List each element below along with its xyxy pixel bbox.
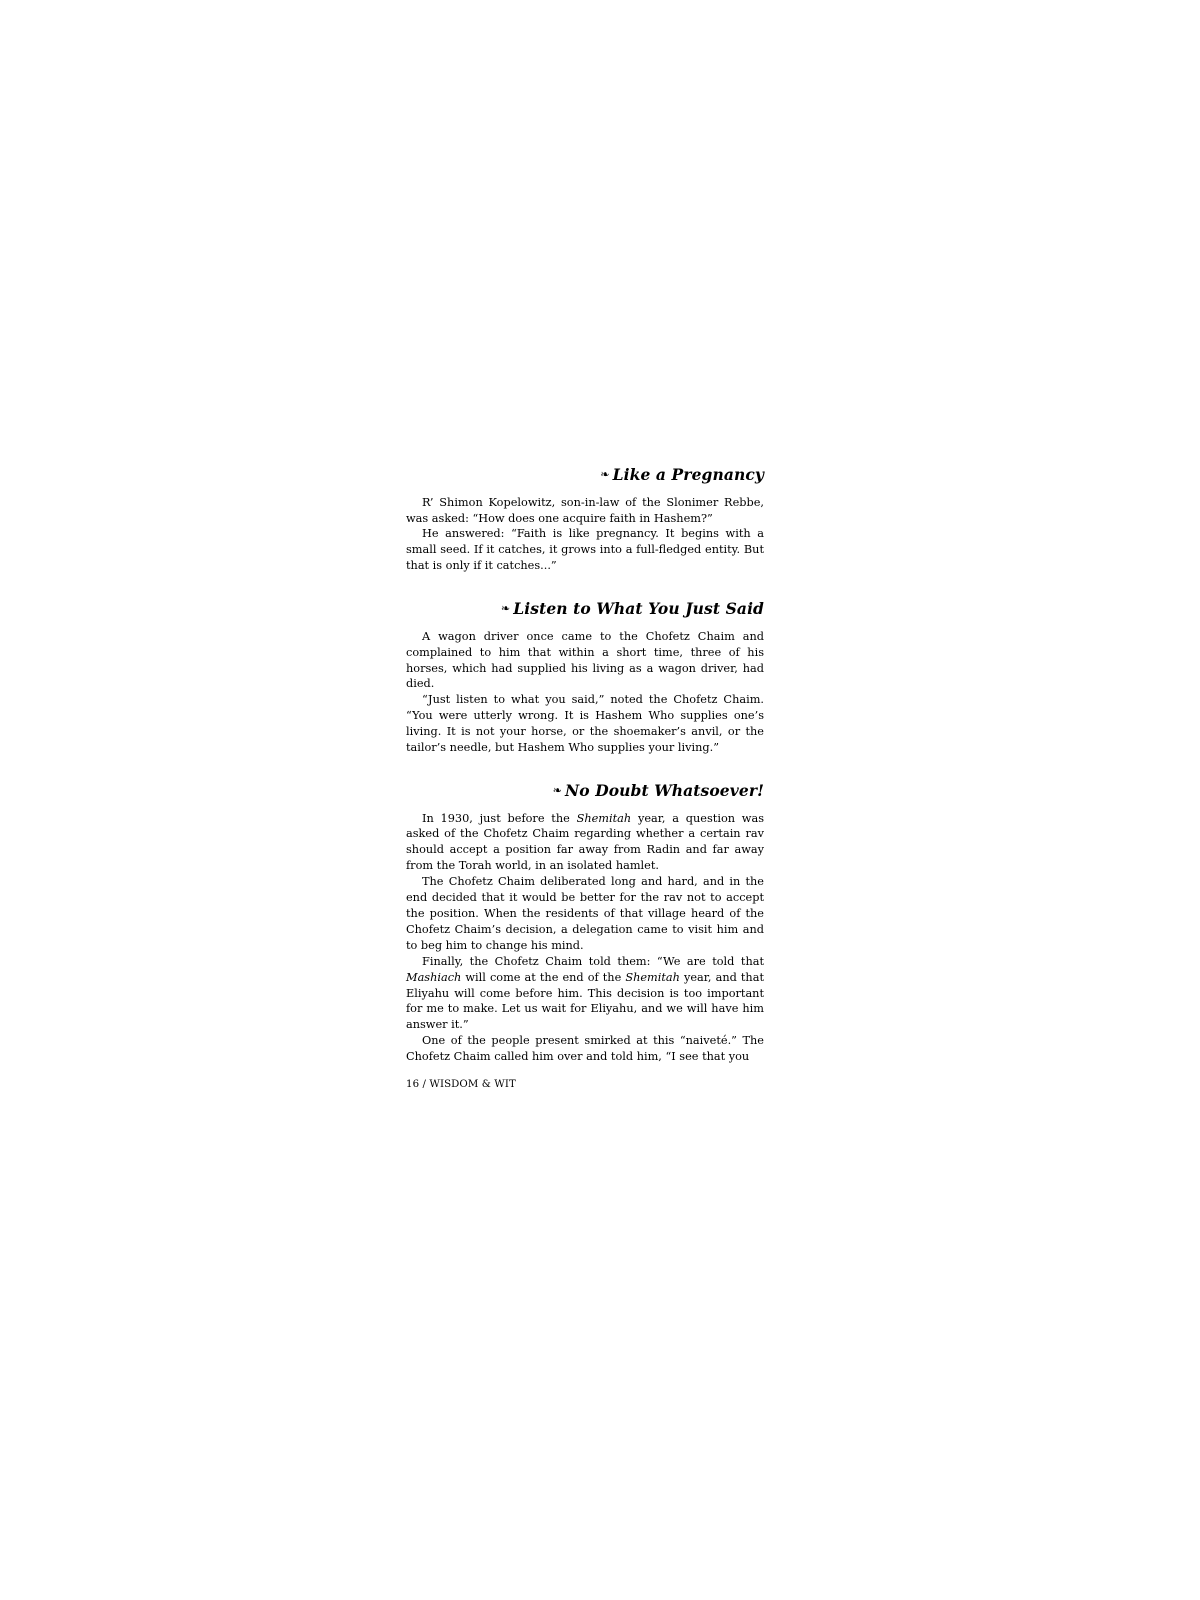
section-heading-text: No Doubt Whatsoever! [565,780,764,800]
leaf-ornament-icon: ❧ [500,602,511,616]
paragraph [406,811,764,875]
paragraph: One of the people present smirked at this “naiveté.” The Chofetz Chaim called him over and told him, “I see that you [406,1034,764,1064]
italic-term: Shemitah [576,811,632,825]
section-heading [406,466,764,485]
italic-term: Mashiach [406,970,462,984]
paragraph-text: Finally, the Chofetz Chaim told them: “We are told that Mashiach will come at the end of the Shemitah year, and that Eliyahu will come before him. This decision is too important for me to make. Let us wait for Eliyahu, and we will have him answer it.” [406,954,764,1032]
paragraph-text: In 1930, just before the Shemitah year, a question was asked of the Chofetz Chaim regarding whether a certain rav should accept a position far away from Radin and far away from the Torah world, in an isolated hamlet. [406,811,765,873]
section-no-doubt-whatsoever [406,782,764,1065]
paragraph [406,954,764,1034]
section-listen-to-what-you-just-said [406,600,764,756]
page-content [406,466,764,1065]
section-heading [406,600,764,619]
leaf-ornament-icon: ❧ [552,783,562,797]
section-heading-text: Listen to What You Just Said [513,599,764,619]
italic-term: Shemitah [625,970,680,984]
section-heading [406,782,764,801]
section-like-a-pregnancy [406,466,764,574]
paragraph: R’ Shimon Kopelowitz, son-in-law of the Slonimer Rebbe, was asked: “How does one acquire faith in Hashem?” [406,495,764,525]
paragraph: The Chofetz Chaim deliberated long and hard, and in the end decided that it would be better for the rav not to accept the position. When the residents of that village heard of the Chofetz Chaim’s decision, a delegation came to visit him and to beg him to change his mind. [406,875,764,952]
paragraph: He answered: “Faith is like pregnancy. It begins with a small seed. If it catches, it grows into a full-fledged entity. But that is only if it catches...” [406,527,764,573]
paragraph: “Just listen to what you said,” noted the Chofetz Chaim. “You were utterly wrong. It is Hashem Who supplies one’s living. It is not your horse, or the shoemaker’s anvil, or the tailor’s needle, but Hashem Who supplies your living.” [406,693,764,755]
page-footer: 16 / WISDOM & WIT [406,1079,516,1090]
leaf-ornament-icon: ❧ [600,468,610,481]
section-heading-text: Like a Pregnancy [612,465,764,484]
paragraph: A wagon driver once came to the Chofetz Chaim and complained to him that within a short time, three of his horses, which had supplied his living as a wagon driver, had died. [406,629,764,691]
